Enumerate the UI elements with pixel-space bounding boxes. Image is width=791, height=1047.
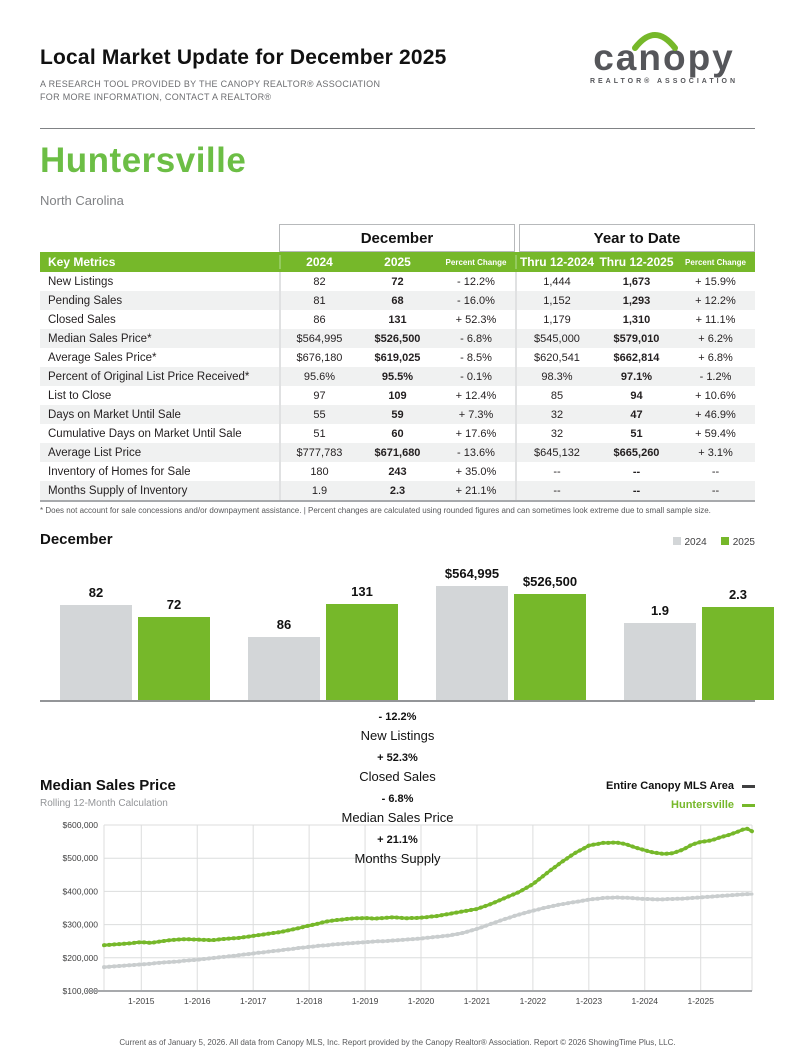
table-row bbox=[40, 310, 755, 329]
bar-chart-plot-area bbox=[40, 554, 755, 702]
bar-2024 bbox=[436, 586, 508, 700]
metric-value: $526,500 bbox=[374, 332, 421, 345]
metric-value: - 8.5% bbox=[460, 351, 492, 364]
column-header-thru-2025: Thru 12-2025 bbox=[599, 255, 674, 269]
metric-value: + 12.2% bbox=[695, 294, 736, 307]
metric-name: Average Sales Price* bbox=[48, 351, 157, 364]
metric-value: -- bbox=[515, 462, 597, 481]
header-divider bbox=[40, 128, 755, 129]
report-header bbox=[40, 0, 755, 104]
metric-value: 47 bbox=[630, 408, 643, 421]
column-header-thru-2024: Thru 12-2024 bbox=[515, 255, 597, 269]
metric-value: 60 bbox=[391, 427, 404, 440]
table-group-header-december: December bbox=[279, 224, 515, 252]
category-label: New Listings bbox=[360, 728, 435, 743]
bar-group bbox=[624, 554, 774, 700]
metric-name: List to Close bbox=[48, 389, 112, 402]
svg-text:1-2023: 1-2023 bbox=[575, 996, 603, 1006]
bar-value-label: 86 bbox=[276, 617, 292, 632]
column-header-ytd-pct-change: Percent Change bbox=[685, 257, 746, 267]
canopy-wordmark: canopy bbox=[575, 38, 753, 78]
metric-name: Cumulative Days on Market Until Sale bbox=[48, 427, 242, 440]
legend-swatch-2024 bbox=[673, 537, 681, 545]
svg-text:1-2025: 1-2025 bbox=[687, 996, 714, 1006]
metric-value: 95.6% bbox=[279, 367, 358, 386]
column-header-2024: 2024 bbox=[279, 255, 358, 269]
metric-value: $579,010 bbox=[613, 332, 660, 345]
metric-value: 32 bbox=[515, 405, 597, 424]
metric-value: 1,179 bbox=[515, 310, 597, 329]
table-row bbox=[40, 348, 755, 367]
metric-value: 32 bbox=[515, 424, 597, 443]
metric-value: $545,000 bbox=[515, 329, 597, 348]
metric-value: -- bbox=[711, 484, 720, 497]
metric-value: + 21.1% bbox=[455, 484, 497, 497]
metric-name: Median Sales Price* bbox=[48, 332, 152, 345]
svg-text:1-2016: 1-2016 bbox=[184, 996, 211, 1006]
svg-text:$100,000: $100,000 bbox=[62, 986, 98, 996]
metric-value: - 1.2% bbox=[699, 370, 732, 383]
metric-value: - 6.8% bbox=[460, 332, 492, 345]
metric-value: 98.3% bbox=[515, 367, 597, 386]
metric-value: 94 bbox=[630, 389, 643, 402]
bar-2025 bbox=[514, 594, 586, 700]
svg-text:1-2022: 1-2022 bbox=[519, 996, 547, 1006]
metric-value: -- bbox=[632, 465, 641, 478]
legend-item-2024: 2024 bbox=[673, 537, 707, 548]
metric-value: $620,541 bbox=[515, 348, 597, 367]
metric-value: 109 bbox=[388, 389, 407, 402]
metric-value: + 6.2% bbox=[698, 332, 733, 345]
metric-value: 180 bbox=[279, 462, 358, 481]
metric-value: + 6.8% bbox=[698, 351, 733, 364]
metric-value: 72 bbox=[391, 275, 404, 288]
metric-value: 243 bbox=[388, 465, 407, 478]
bar-value-label: $526,500 bbox=[522, 574, 578, 589]
legend-dash-mls bbox=[742, 785, 755, 788]
bar-chart-header bbox=[40, 531, 755, 548]
legend-swatch-2025 bbox=[721, 537, 729, 545]
metric-value: + 15.9% bbox=[695, 275, 736, 288]
table-footnote: * Does not account for sale concessions and/or downpayment assistance. | Percent changes are calculated using rounded figures and can sometimes look extreme due to small sample size. bbox=[40, 506, 711, 515]
metric-value: 86 bbox=[279, 310, 358, 329]
metric-name: Inventory of Homes for Sale bbox=[48, 465, 191, 478]
bar-group bbox=[60, 554, 210, 700]
metric-value: + 17.6% bbox=[455, 427, 497, 440]
table-column-header-row bbox=[40, 252, 755, 272]
metric-value: 1.9 bbox=[279, 481, 358, 500]
svg-text:1-2017: 1-2017 bbox=[239, 996, 267, 1006]
metric-value: + 7.3% bbox=[458, 408, 494, 421]
pct-change-label: + 21.1% bbox=[377, 834, 418, 846]
metric-value: 1,152 bbox=[515, 291, 597, 310]
state-name: North Carolina bbox=[40, 193, 124, 208]
canopy-logo bbox=[575, 38, 753, 85]
svg-text:$600,000: $600,000 bbox=[62, 820, 98, 830]
svg-text:1-2015: 1-2015 bbox=[128, 996, 155, 1006]
metric-value: 131 bbox=[388, 313, 407, 326]
table-row bbox=[40, 329, 755, 348]
canopy-tagline: REALTOR® ASSOCIATION bbox=[589, 78, 739, 85]
svg-text:1-2019: 1-2019 bbox=[351, 996, 379, 1006]
metric-name: Closed Sales bbox=[48, 313, 116, 326]
report-subtitle-line1: A RESEARCH TOOL PROVIDED BY THE CANOPY REALTOR® ASSOCIATION bbox=[40, 79, 381, 89]
bar-2025 bbox=[138, 617, 210, 700]
canopy-arc-icon bbox=[632, 30, 678, 50]
metric-value: + 12.4% bbox=[455, 389, 497, 402]
metric-value: 81 bbox=[279, 291, 358, 310]
bar-2025 bbox=[702, 607, 774, 700]
svg-text:1-2021: 1-2021 bbox=[463, 996, 491, 1006]
bar-value-label: $564,995 bbox=[444, 566, 500, 581]
metric-value: + 46.9% bbox=[695, 408, 736, 421]
report-title: Local Market Update for December 2025 bbox=[40, 46, 447, 69]
table-row bbox=[40, 405, 755, 424]
bar-chart-title: December bbox=[40, 531, 113, 548]
metric-value: -- bbox=[711, 465, 720, 478]
category-label: Median Sales Price bbox=[341, 810, 454, 825]
bar-2025 bbox=[326, 604, 398, 700]
metric-value: 55 bbox=[279, 405, 358, 424]
line-chart-title: Median Sales Price bbox=[40, 777, 176, 794]
metric-name: Months Supply of Inventory bbox=[48, 484, 188, 497]
metric-value: 1,444 bbox=[515, 272, 597, 291]
svg-text:$300,000: $300,000 bbox=[62, 919, 98, 930]
svg-text:1-2020: 1-2020 bbox=[407, 996, 435, 1006]
metric-value: 51 bbox=[630, 427, 643, 440]
bar-2024 bbox=[624, 623, 696, 700]
svg-text:$500,000: $500,000 bbox=[62, 853, 98, 864]
table-row bbox=[40, 462, 755, 481]
metric-value: 82 bbox=[279, 272, 358, 291]
metric-value: - 12.2% bbox=[457, 275, 495, 288]
bar-value-label: 131 bbox=[351, 584, 373, 599]
metric-value: $777,783 bbox=[279, 443, 358, 462]
metric-value: 1,293 bbox=[622, 294, 651, 307]
metric-value: -- bbox=[632, 484, 641, 497]
metric-value: + 10.6% bbox=[695, 389, 736, 402]
metric-value: 2.3 bbox=[389, 484, 406, 497]
bar-category-label bbox=[40, 834, 755, 866]
metric-name: Pending Sales bbox=[48, 294, 123, 307]
pct-change-label: - 6.8% bbox=[381, 793, 414, 805]
bar-2024 bbox=[248, 637, 320, 700]
metric-value: 97.1% bbox=[620, 370, 653, 383]
metric-value: 97 bbox=[279, 386, 358, 405]
metric-value: - 13.6% bbox=[457, 446, 495, 459]
bar-group bbox=[436, 554, 586, 700]
metric-value: -- bbox=[515, 481, 597, 500]
metric-value: 95.5% bbox=[381, 370, 414, 383]
bar-group bbox=[248, 554, 398, 700]
bar-category-label bbox=[40, 752, 755, 784]
metric-name: Percent of Original List Price Received* bbox=[48, 370, 250, 383]
report-subtitle-line2: FOR MORE INFORMATION, CONTACT A REALTOR® bbox=[40, 92, 272, 102]
table-row bbox=[40, 291, 755, 310]
metric-name: Average List Price bbox=[48, 446, 142, 459]
metric-value: + 59.4% bbox=[695, 427, 736, 440]
metric-value: + 11.1% bbox=[695, 313, 736, 326]
column-header-2025: 2025 bbox=[384, 255, 411, 269]
bar-value-label: 82 bbox=[88, 585, 104, 600]
table-header-spacer bbox=[40, 224, 279, 252]
table-group-header-ytd: Year to Date bbox=[519, 224, 755, 252]
metric-name: New Listings bbox=[48, 275, 114, 288]
pct-change-label: - 12.2% bbox=[378, 711, 417, 723]
table-row bbox=[40, 424, 755, 443]
metric-value: 85 bbox=[515, 386, 597, 405]
svg-text:1-2018: 1-2018 bbox=[295, 996, 323, 1006]
table-row bbox=[40, 481, 755, 500]
legend-item-mls-area: Entire Canopy MLS Area bbox=[606, 777, 755, 796]
bar-2024 bbox=[60, 605, 132, 700]
table-row bbox=[40, 386, 755, 405]
metric-value: $645,132 bbox=[515, 443, 597, 462]
metric-value: + 52.3% bbox=[455, 313, 497, 326]
metric-value: 1,310 bbox=[622, 313, 651, 326]
category-label: Months Supply bbox=[354, 851, 441, 866]
bar-chart-legend bbox=[673, 537, 756, 548]
metric-value: - 0.1% bbox=[460, 370, 492, 383]
report-footer: Current as of January 5, 2026. All data from Canopy MLS, Inc. Report provided by the Canopy Realtor® Association. Report © 2026 ShowingTime Plus, LLC. bbox=[119, 1038, 676, 1047]
pct-change-label: + 52.3% bbox=[377, 752, 418, 764]
metric-value: $619,025 bbox=[374, 351, 421, 364]
bar-value-label: 1.9 bbox=[650, 603, 670, 618]
metric-value: $665,260 bbox=[613, 446, 660, 459]
bar-value-label: 2.3 bbox=[728, 587, 748, 602]
svg-text:1-2024: 1-2024 bbox=[631, 996, 659, 1006]
table-body bbox=[40, 272, 755, 502]
metric-name: Days on Market Until Sale bbox=[48, 408, 181, 421]
metric-value: 51 bbox=[279, 424, 358, 443]
table-row bbox=[40, 443, 755, 462]
metric-value: + 35.0% bbox=[455, 465, 497, 478]
metric-value: $662,814 bbox=[613, 351, 660, 364]
metric-value: $671,680 bbox=[374, 446, 421, 459]
table-row bbox=[40, 272, 755, 291]
line-chart-subtitle: Rolling 12-Month Calculation bbox=[40, 798, 168, 809]
metric-value: $564,995 bbox=[279, 329, 358, 348]
bar-value-label: 72 bbox=[166, 597, 182, 612]
city-name: Huntersville bbox=[40, 141, 247, 180]
bar-category-label bbox=[40, 793, 755, 825]
table-group-headers bbox=[40, 224, 755, 252]
metric-value: 59 bbox=[391, 408, 404, 421]
metric-value: - 16.0% bbox=[457, 294, 495, 307]
metric-value: 1,673 bbox=[622, 275, 651, 288]
column-header-dec-pct-change: Percent Change bbox=[445, 257, 507, 267]
legend-item-huntersville: Huntersville bbox=[606, 796, 755, 815]
metric-value: + 3.1% bbox=[698, 446, 733, 459]
metric-value: 68 bbox=[391, 294, 404, 307]
category-label: Closed Sales bbox=[359, 769, 436, 784]
svg-text:$200,000: $200,000 bbox=[62, 952, 98, 963]
key-metrics-table bbox=[40, 224, 755, 515]
metric-value: $676,180 bbox=[279, 348, 358, 367]
column-header-key-metrics: Key Metrics bbox=[48, 255, 116, 269]
table-row bbox=[40, 367, 755, 386]
bar-category-label bbox=[40, 711, 755, 743]
legend-item-2025: 2025 bbox=[721, 537, 755, 548]
svg-text:$400,000: $400,000 bbox=[62, 886, 98, 897]
